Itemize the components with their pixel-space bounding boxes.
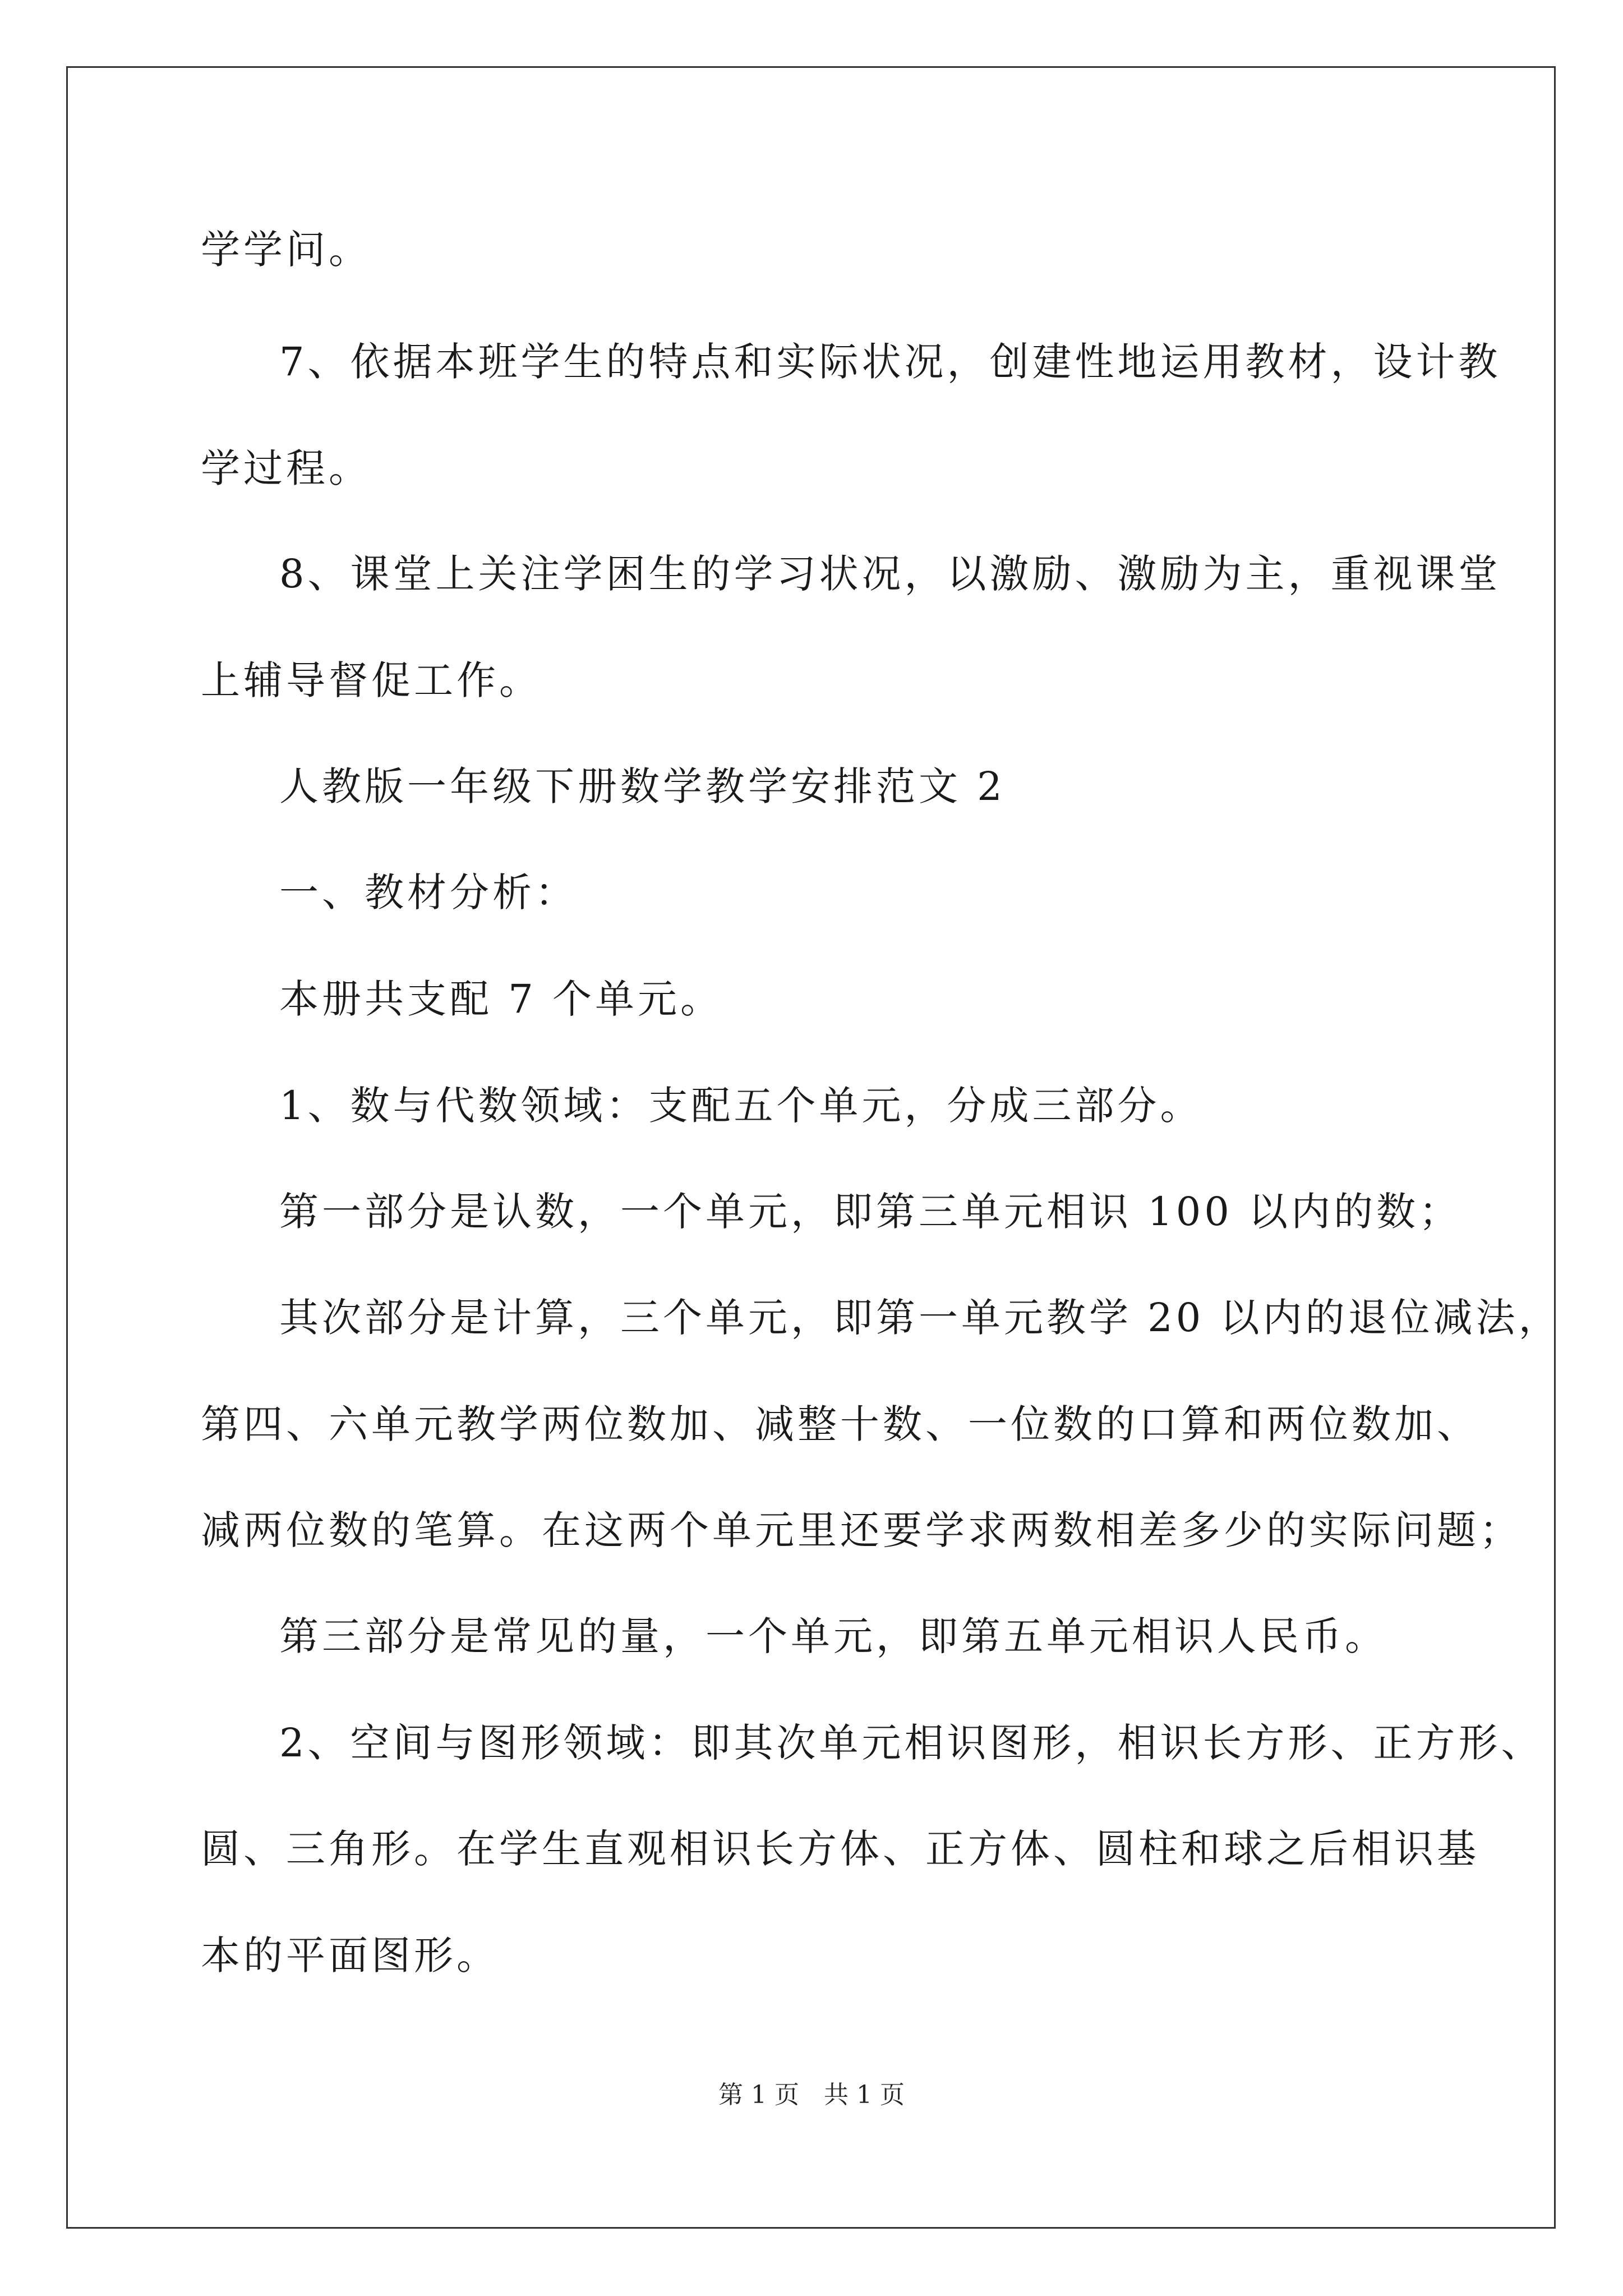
section-heading: 人教版一年级下册数学教学安排范文 2	[279, 763, 1006, 809]
text-line: 7、依据本班学生的特点和实际状况，创建性地运用教材，设计教	[279, 339, 1501, 385]
text-line: 本的平面图形。	[201, 1932, 499, 1978]
text-line: 第三部分是常见的量，一个单元，即第五单元相识人民币。	[279, 1613, 1387, 1659]
text-line: 1、数与代数领域：支配五个单元，分成三部分。	[279, 1083, 1203, 1129]
text-line: 第四、六单元教学两位数加、减整十数、一位数的口算和两位数加、	[201, 1401, 1479, 1447]
text-line: 学学问。	[201, 227, 371, 273]
page-number-footer: 第 1 页 共 1 页	[718, 2081, 905, 2109]
text-line: 其次部分是计算，三个单元，即第一单元教学 20 以内的退位减法，	[279, 1295, 1561, 1341]
text-line: 8、课堂上关注学困生的学习状况，以激励、激励为主，重视课堂	[279, 551, 1501, 597]
text-line: 上辅导督促工作。	[201, 657, 542, 703]
text-line: 圆、三角形。在学生直观相识长方体、正方体、圆柱和球之后相识基	[201, 1826, 1479, 1872]
text-line: 2、空间与图形领域：即其次单元相识图形，相识长方形、正方形、	[279, 1720, 1544, 1766]
text-line: 本册共支配 7 个单元。	[279, 976, 723, 1022]
page-border	[66, 66, 1556, 2229]
text-line: 学过程。	[201, 445, 371, 491]
text-line: 减两位数的笔算。在这两个单元里还要学求两数相差多少的实际问题；	[201, 1507, 1522, 1553]
text-line: 第一部分是认数，一个单元，即第三单元相识 100 以内的数；	[279, 1189, 1462, 1235]
section-subheading: 一、教材分析：	[279, 869, 578, 915]
